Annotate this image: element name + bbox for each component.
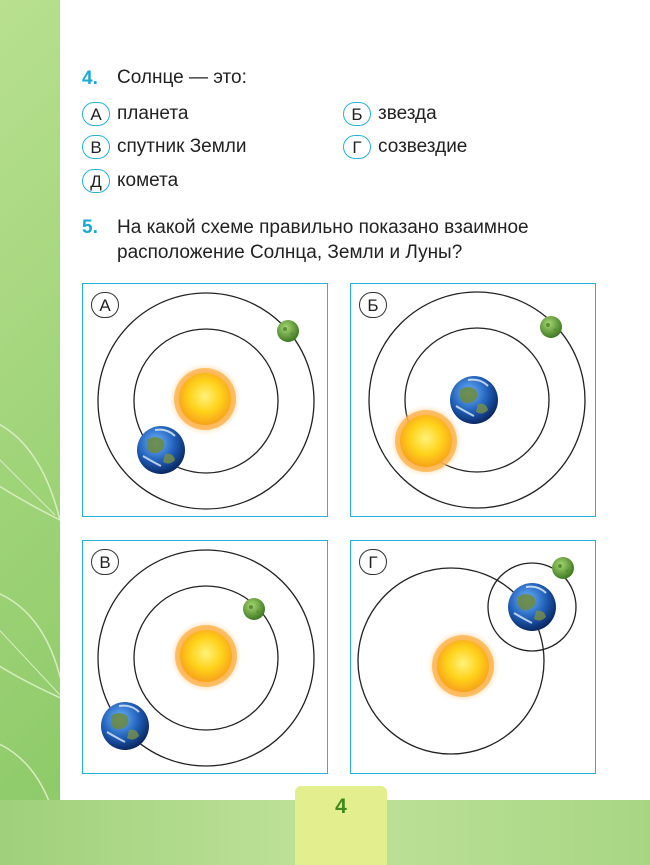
option-d-label: комета <box>117 170 179 191</box>
option-a[interactable] <box>82 102 282 128</box>
diagram-g-scene <box>351 541 597 775</box>
option-g[interactable] <box>343 135 543 161</box>
diagram-b-label: Б <box>359 292 387 318</box>
sun-icon <box>427 630 499 702</box>
option-v-badge: В <box>82 135 110 159</box>
option-g-label: созвездие <box>378 136 468 157</box>
moon-icon <box>540 316 562 338</box>
option-a-label: планета <box>117 103 189 124</box>
earth-icon <box>450 376 498 424</box>
option-b-label: звезда <box>378 103 437 124</box>
option-b-badge: Б <box>343 102 371 126</box>
diagram-g[interactable] <box>350 540 596 774</box>
option-d-badge: Д <box>82 169 110 193</box>
sun-icon <box>170 620 242 692</box>
option-v-label: спутник Земли <box>117 136 247 157</box>
moon-icon <box>277 320 299 342</box>
option-d[interactable] <box>82 169 282 195</box>
option-b[interactable] <box>343 102 543 128</box>
question-5-line-2: расположение Солнца, Земли и Луны? <box>117 242 463 263</box>
diagram-v-label: В <box>91 549 119 575</box>
option-g-badge: Г <box>343 135 371 159</box>
diagram-g-label: Г <box>359 549 387 575</box>
sun-icon <box>390 405 462 477</box>
moon-icon <box>243 598 265 620</box>
option-a-badge: А <box>82 102 110 126</box>
diagram-a-scene <box>83 284 329 518</box>
moon-icon <box>552 557 574 579</box>
sun-icon <box>169 363 241 435</box>
diagram-a[interactable] <box>82 283 328 517</box>
earth-icon <box>101 702 149 750</box>
diagram-b[interactable] <box>350 283 596 517</box>
question-4-number: 4. <box>82 68 98 89</box>
question-4-text: Солнце — это: <box>117 67 247 88</box>
diagram-b-scene <box>351 284 597 518</box>
question-5-line-1: На какой схеме правильно показано взаимное <box>117 217 529 238</box>
diagram-v[interactable] <box>82 540 328 774</box>
question-5-number: 5. <box>82 217 98 238</box>
page-number: 4 <box>335 795 347 818</box>
earth-icon <box>508 583 556 631</box>
earth-icon <box>137 426 185 474</box>
diagram-v-scene <box>83 541 329 775</box>
option-v[interactable] <box>82 135 302 161</box>
diagram-a-label: А <box>91 292 119 318</box>
